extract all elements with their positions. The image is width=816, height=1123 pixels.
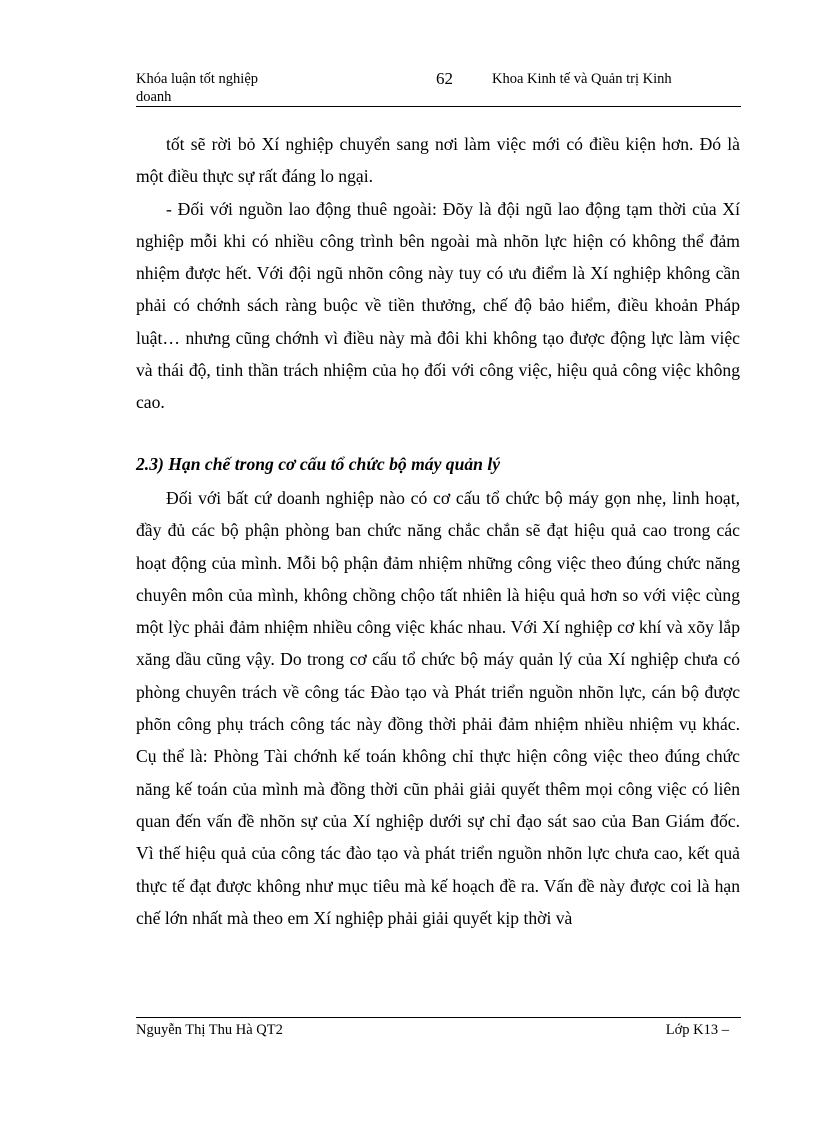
footer-author: Nguyễn Thị Thu Hà QT2 xyxy=(136,1022,283,1038)
header-thesis-title: Khóa luận tốt nghiệp doanh xyxy=(136,71,259,105)
header-faculty: Khoa Kinh tế và Quản trị Kinh xyxy=(492,71,672,87)
paragraph-outsourced-labor: - Đối với nguồn lao động thuê ngoài: Đõy là đội ngũ lao động tạm thời của Xí nghiệp mỗi khi có nhiều công trình bên ngoài mà nhõn lực hiện có không thể đảm nhiệm được hết. Với đội ngũ nhõn công này tuy có ưu điểm là Xí nghiệp không cần phải có chớnh sách ràng buộc về tiền thưởng, chế độ bảo hiểm, điều khoản Pháp luật… nhưng cũng chớnh vì điều này mà đôi khi không tạo được động lực làm việc và thái độ, tinh thần trách nhiệm của họ đối với công việc, hiệu quả công việc không cao. xyxy=(136,198,740,413)
paragraph-org-structure: Đối với bất cứ doanh nghiệp nào có cơ cấu tổ chức bộ máy gọn nhẹ, linh hoạt, đầy đủ các bộ phận phòng ban chức năng chắc chắn sẽ đạt hiệu quả cao trong các hoạt động của mình. Mỗi bộ phận đảm nhiệm những công việc theo đúng chức năng chuyên môn của mình, không chồng chộo tất nhiên là hiệu quả hơn so với việc cùng một lỳc phải đảm nhiệm nhiều công việc khác nhau. Với Xí nghiệp cơ khí và xõy lắp xăng dầu cũng vậy. Do trong cơ cấu tổ chức bộ máy quản lý của Xí nghiệp chưa có phòng chuyên trách về công tác Đào tạo và Phát triển nguồn nhõn lực, cán bộ được phõn công phụ trách công tác này đồng thời phải đảm nhiệm nhiều nhiệm vụ khác. Cụ thể là: Phòng Tài chớnh kế toán không chỉ thực hiện công việc theo đúng chức năng kế toán của mình mà đồng thời cũn phải giải quyết thêm mọi công việc có liên quan đến vấn đề nhõn sự của Xí nghiệp dưới sự chỉ đạo sát sao của Ban Giám đốc. Vì thế hiệu quả của công tác đào tạo và phát triển nguồn nhõn lực chưa cao, kết quả thực tế đạt được không như mục tiêu mà kế hoạch đề ra. Vấn đề này được coi là hạn chế lớn nhất mà theo em Xí nghiệp phải giải quyết kịp thời và xyxy=(136,488,740,928)
body-text-top xyxy=(136,128,740,419)
body-text-bottom xyxy=(136,482,740,934)
page-number: 62 xyxy=(436,69,453,88)
footer-class: Lớp K13 – xyxy=(665,1022,729,1038)
paragraph-continuation: tốt sẽ rời bỏ Xí nghiệp chuyển sang nơi làm việc mới có điều kiện hơn. Đó là một điều thực sự rất đáng lo ngại. xyxy=(136,134,740,187)
page-header xyxy=(136,68,741,107)
section-heading: 2.3) Hạn chế trong cơ cấu tổ chức bộ máy quản lý xyxy=(136,454,501,474)
page-footer xyxy=(136,1017,741,1038)
